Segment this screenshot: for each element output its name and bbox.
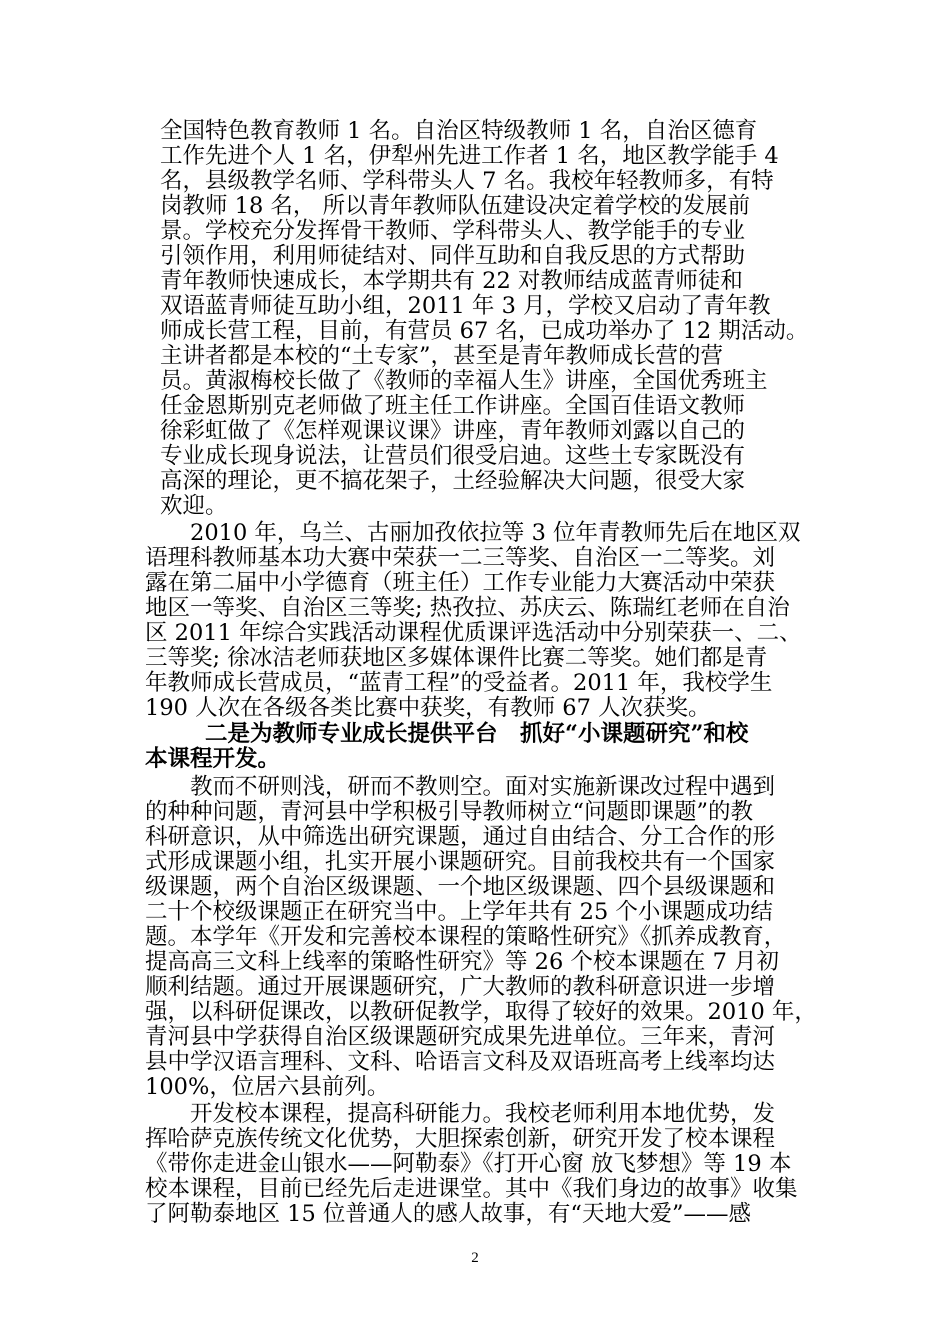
text-line: 年教师成长营成员，“蓝青工程”的受益者。2011 年，我校学生 [145, 670, 773, 696]
text-line: 县中学汉语言理科、文科、哈语言文科及双语班高考上线率均达 [145, 1049, 776, 1075]
text-line: 190 人次在各级各类比赛中获奖，有教师 67 人次获奖。 [145, 695, 711, 721]
text-line: 题。本学年《开发和完善校本课程的策略性研究》《抓养成教育， [145, 924, 787, 950]
text-line: 科研意识，从中筛选出研究课题，通过自由结合、分工合作的形 [145, 824, 776, 850]
text-line: 工作先进个人 1 名，伊犁州先进工作者 1 名，地区教学能手 4 [160, 143, 779, 169]
text-line: 挥哈萨克族传统文化优势，大胆探索创新，研究开发了校本课程 [145, 1126, 776, 1152]
page-number: 2 [471, 1250, 479, 1266]
text-line: 高深的理论，更不搞花架子，土经验解决大问题，很受大家 [160, 468, 746, 494]
text-line: 强，以科研促课改，以教研促教学，取得了较好的效果。2010 年， [145, 999, 817, 1025]
text-line: 2010 年，乌兰、古丽加孜依拉等 3 位年青教师先后在地区双 [190, 520, 801, 546]
text-line: 引领作用，利用师徒结对、同伴互助和自我反思的方式帮助 [160, 243, 746, 269]
text-line: 三等奖; 徐冰洁老师获地区多媒体课件比赛二等奖。她们都是青 [145, 645, 768, 671]
text-line: 名，县级教学名师、学科带头人 7 名。我校年轻教师多，有特 [160, 168, 774, 194]
text-line: 开发校本课程，提高科研能力。我校老师利用本地优势，发 [190, 1101, 776, 1127]
text-line: 100%，位居六县前列。 [145, 1074, 390, 1100]
text-line: 任金恩斯别克老师做了班主任工作讲座。全国百佳语文教师 [160, 393, 746, 419]
text-line: 式形成课题小组，扎实开展小课题研究。目前我校共有一个国家 [145, 849, 776, 875]
text-line: 全国特色教育教师 1 名。自治区特级教师 1 名，自治区德育 [160, 118, 758, 144]
text-line: 师成长营工程，目前，有营员 67 名，已成功举办了 12 期活动。 [160, 318, 809, 344]
text-line: 景。学校充分发挥骨干教师、学科带头人、教学能手的专业 [160, 218, 746, 244]
text-line: 《带你走进金山银水——阿勒泰》《打开心窗 放飞梦想》等 19 本 [145, 1151, 792, 1177]
text-line: 教而不研则浅，研而不教则空。面对实施新课改过程中遇到 [190, 774, 776, 800]
text-line: 二十个校级课题正在研究当中。上学年共有 25 个小课题成功结 [145, 899, 773, 925]
text-line: 顺利结题。通过开展课题研究，广大教师的教科研意识进一步增 [145, 974, 776, 1000]
heading-line: 二是为教师专业成长提供平台 抓好“小课题研究”和校 [205, 721, 749, 747]
text-line: 主讲者都是本校的“土专家”，甚至是青年教师成长营的营 [160, 343, 724, 369]
text-line: 员。黄淑梅校长做了《教师的幸福人生》讲座，全国优秀班主 [160, 368, 768, 394]
text-line: 地区一等奖、自治区三等奖; 热孜拉、苏庆云、陈瑞红老师在自治 [145, 595, 790, 621]
text-line: 的种种问题，青河县中学积极引导教师树立“问题即课题”的教 [145, 799, 754, 825]
text-line: 校本课程，目前已经先后走进课堂。其中《我们身边的故事》收集 [145, 1176, 798, 1202]
text-line: 青河县中学获得自治区级课题研究成果先进单位。三年来，青河 [145, 1024, 776, 1050]
text-line: 岗教师 18 名， 所以青年教师队伍建设决定着学校的发展前 [160, 193, 751, 219]
text-line: 区 2011 年综合实践活动课程优质课评选活动中分别荣获一、二、 [145, 620, 802, 646]
text-line: 级课题，两个自治区级课题、一个地区级课题、四个县级课题和 [145, 874, 776, 900]
text-line: 双语蓝青师徒互助小组，2011 年 3 月，学校又启动了青年教 [160, 293, 771, 319]
text-line: 露在第二届中小学德育（班主任）工作专业能力大赛活动中荣获 [145, 570, 776, 596]
text-line: 语理科教师基本功大赛中荣获一二三等奖、自治区一二等奖。刘 [145, 545, 776, 571]
text-line: 专业成长现身说法，让营员们很受启迪。这些土专家既没有 [160, 443, 746, 469]
heading-line: 本课程开发。 [145, 746, 281, 772]
text-line: 欢迎。 [160, 493, 228, 519]
text-line: 青年教师快速成长，本学期共有 22 对教师结成蓝青师徒和 [160, 268, 743, 294]
text-line: 了阿勒泰地区 15 位普通人的感人故事，有“天地大爱”——感 [145, 1201, 751, 1227]
text-line: 提高高三文科上线率的策略性研究》等 26 个校本课题在 7 月初 [145, 949, 780, 975]
text-line: 徐彩虹做了《怎样观课议课》讲座，青年教师刘露以自己的 [160, 418, 746, 444]
